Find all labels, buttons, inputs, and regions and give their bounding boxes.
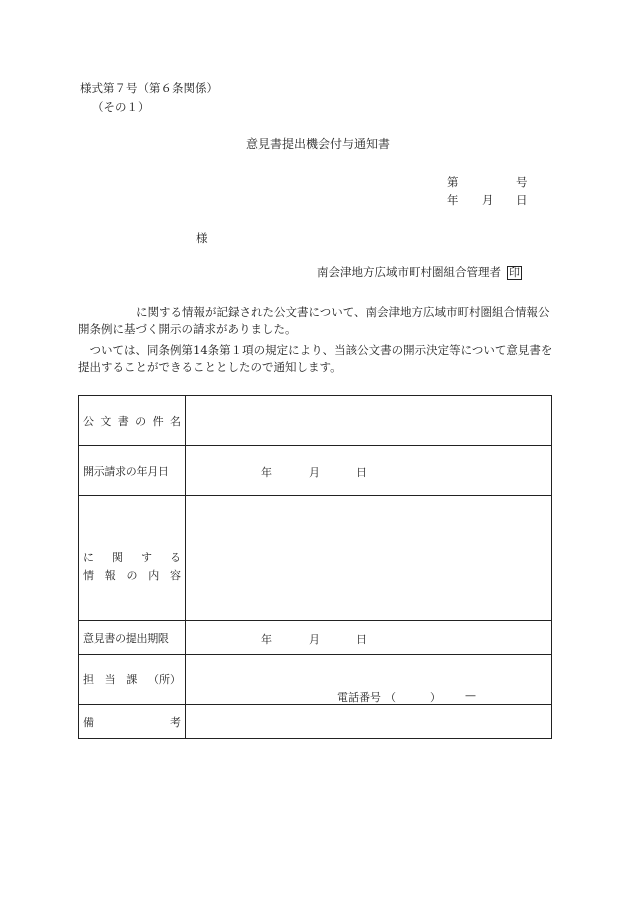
label-deadline: 意見書の提出期限	[79, 621, 186, 655]
field-document-name	[186, 396, 552, 446]
table-row-document-name	[79, 396, 552, 446]
body-paragraph-2	[78, 342, 554, 376]
label-remarks: 備 考	[79, 705, 186, 739]
table-row-deadline	[79, 621, 552, 655]
label-related-info: に 関 す る 情 報 の 内 容	[79, 496, 186, 621]
field-related-info	[186, 496, 552, 621]
sender-name: 南会津地方広域市町村圏組合管理者	[317, 265, 501, 279]
body-paragraph-2-text: ついては、同条例第14条第１項の規定により、当該公文書の開示決定等について意見書を提出することができることとしたので通知します。	[78, 343, 553, 374]
field-request-date: 年 月 日	[186, 446, 552, 496]
table-row-department	[79, 655, 552, 705]
field-deadline: 年 月 日	[186, 621, 552, 655]
information-table	[78, 395, 552, 739]
phone-label: 電話番号	[337, 691, 381, 704]
label-document-name: 公 文 書 の 件 名	[79, 396, 186, 446]
field-remarks	[186, 705, 552, 739]
seal-mark: 印	[509, 266, 520, 279]
label-department: 担 当 課 （所）	[79, 655, 186, 705]
addressee-suffix: 様	[196, 231, 208, 245]
field-department	[186, 655, 552, 705]
body-paragraph-1	[78, 304, 554, 338]
label-request-date: 開示請求の年月日	[79, 446, 186, 496]
body-paragraph-1-text: に関する情報が記録された公文書について、南会津地方広域市町村圏組合情報公開条例に基づく開示の請求がありました。	[78, 305, 550, 336]
document-title: 意見書提出機会付与通知書	[246, 137, 391, 151]
phone-dash: —	[465, 689, 476, 702]
doc-number-go: 号	[516, 175, 528, 189]
sender-line	[317, 265, 522, 280]
table-row-related-info	[79, 496, 552, 621]
table-row-request-date	[79, 446, 552, 496]
phone-paren-close: ）	[430, 691, 441, 704]
date-day: 日	[516, 193, 528, 207]
form-number: 様式第７号（第６条関係）	[80, 81, 218, 95]
date-year: 年	[447, 193, 459, 207]
doc-number-dai: 第	[447, 175, 459, 189]
form-sub-number: （その１）	[92, 100, 150, 114]
phone-paren-open: （	[385, 691, 396, 704]
table-row-remarks	[79, 705, 552, 739]
date-month: 月	[482, 193, 494, 207]
